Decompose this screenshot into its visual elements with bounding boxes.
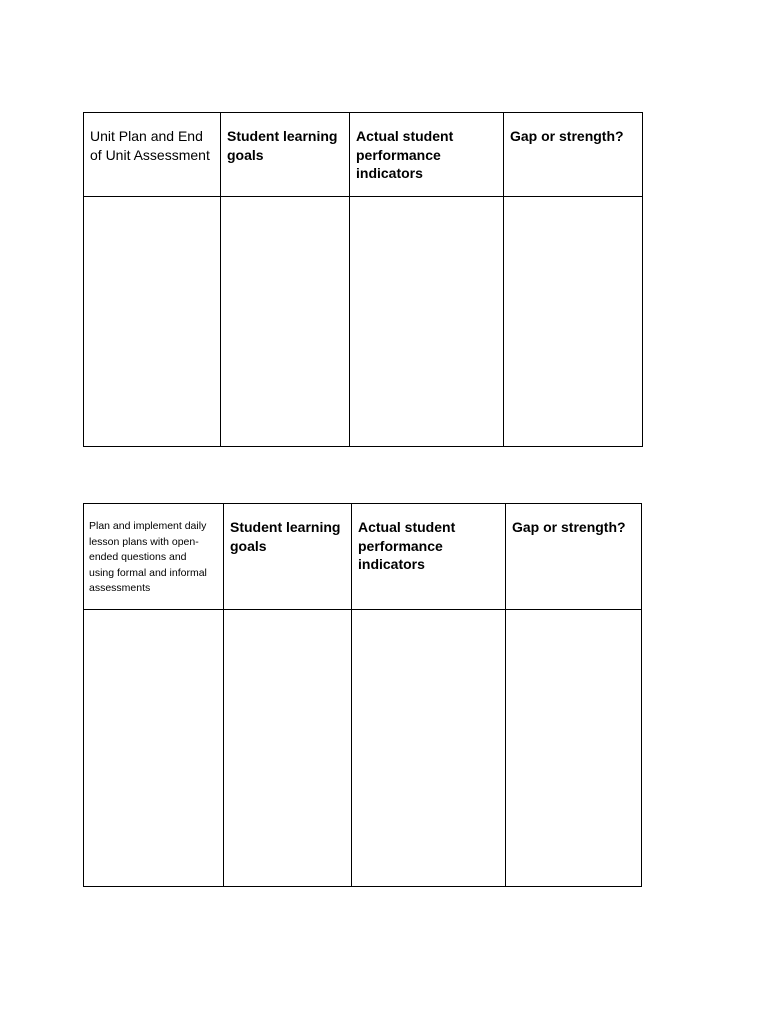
header-cell-learning-goals xyxy=(224,504,352,610)
table-header-row xyxy=(84,113,643,197)
header-label: Unit Plan and End of Unit Assessment xyxy=(90,128,210,163)
header-cell-performance-indicators xyxy=(350,113,504,197)
header-cell-gap-or-strength xyxy=(506,504,642,610)
header-label: Plan and implement daily lesson plans with open- ended questions and using formal and informal assessments xyxy=(89,520,207,594)
empty-cell[interactable] xyxy=(350,197,504,447)
empty-cell[interactable] xyxy=(224,610,352,887)
header-label: Actual student performance indicators xyxy=(356,128,454,181)
header-cell-performance-indicators xyxy=(352,504,506,610)
header-cell-learning-goals xyxy=(221,113,350,197)
empty-cell[interactable] xyxy=(221,197,350,447)
header-cell-unit-plan xyxy=(84,113,221,197)
empty-cell[interactable] xyxy=(352,610,506,887)
header-label: Gap or strength? xyxy=(512,519,626,535)
table-row xyxy=(84,610,642,887)
empty-cell[interactable] xyxy=(506,610,642,887)
header-label: Student learning goals xyxy=(230,519,341,554)
header-label: Student learning goals xyxy=(227,128,338,163)
header-label: Gap or strength? xyxy=(510,128,624,144)
daily-lesson-plan-table xyxy=(83,503,642,887)
unit-plan-table xyxy=(83,112,643,447)
empty-cell[interactable] xyxy=(504,197,643,447)
empty-cell[interactable] xyxy=(84,197,221,447)
header-label: Actual student performance indicators xyxy=(358,519,456,572)
empty-cell[interactable] xyxy=(84,610,224,887)
header-cell-daily-lesson-plans xyxy=(84,504,224,610)
table-row xyxy=(84,197,643,447)
table-header-row xyxy=(84,504,642,610)
header-cell-gap-or-strength xyxy=(504,113,643,197)
